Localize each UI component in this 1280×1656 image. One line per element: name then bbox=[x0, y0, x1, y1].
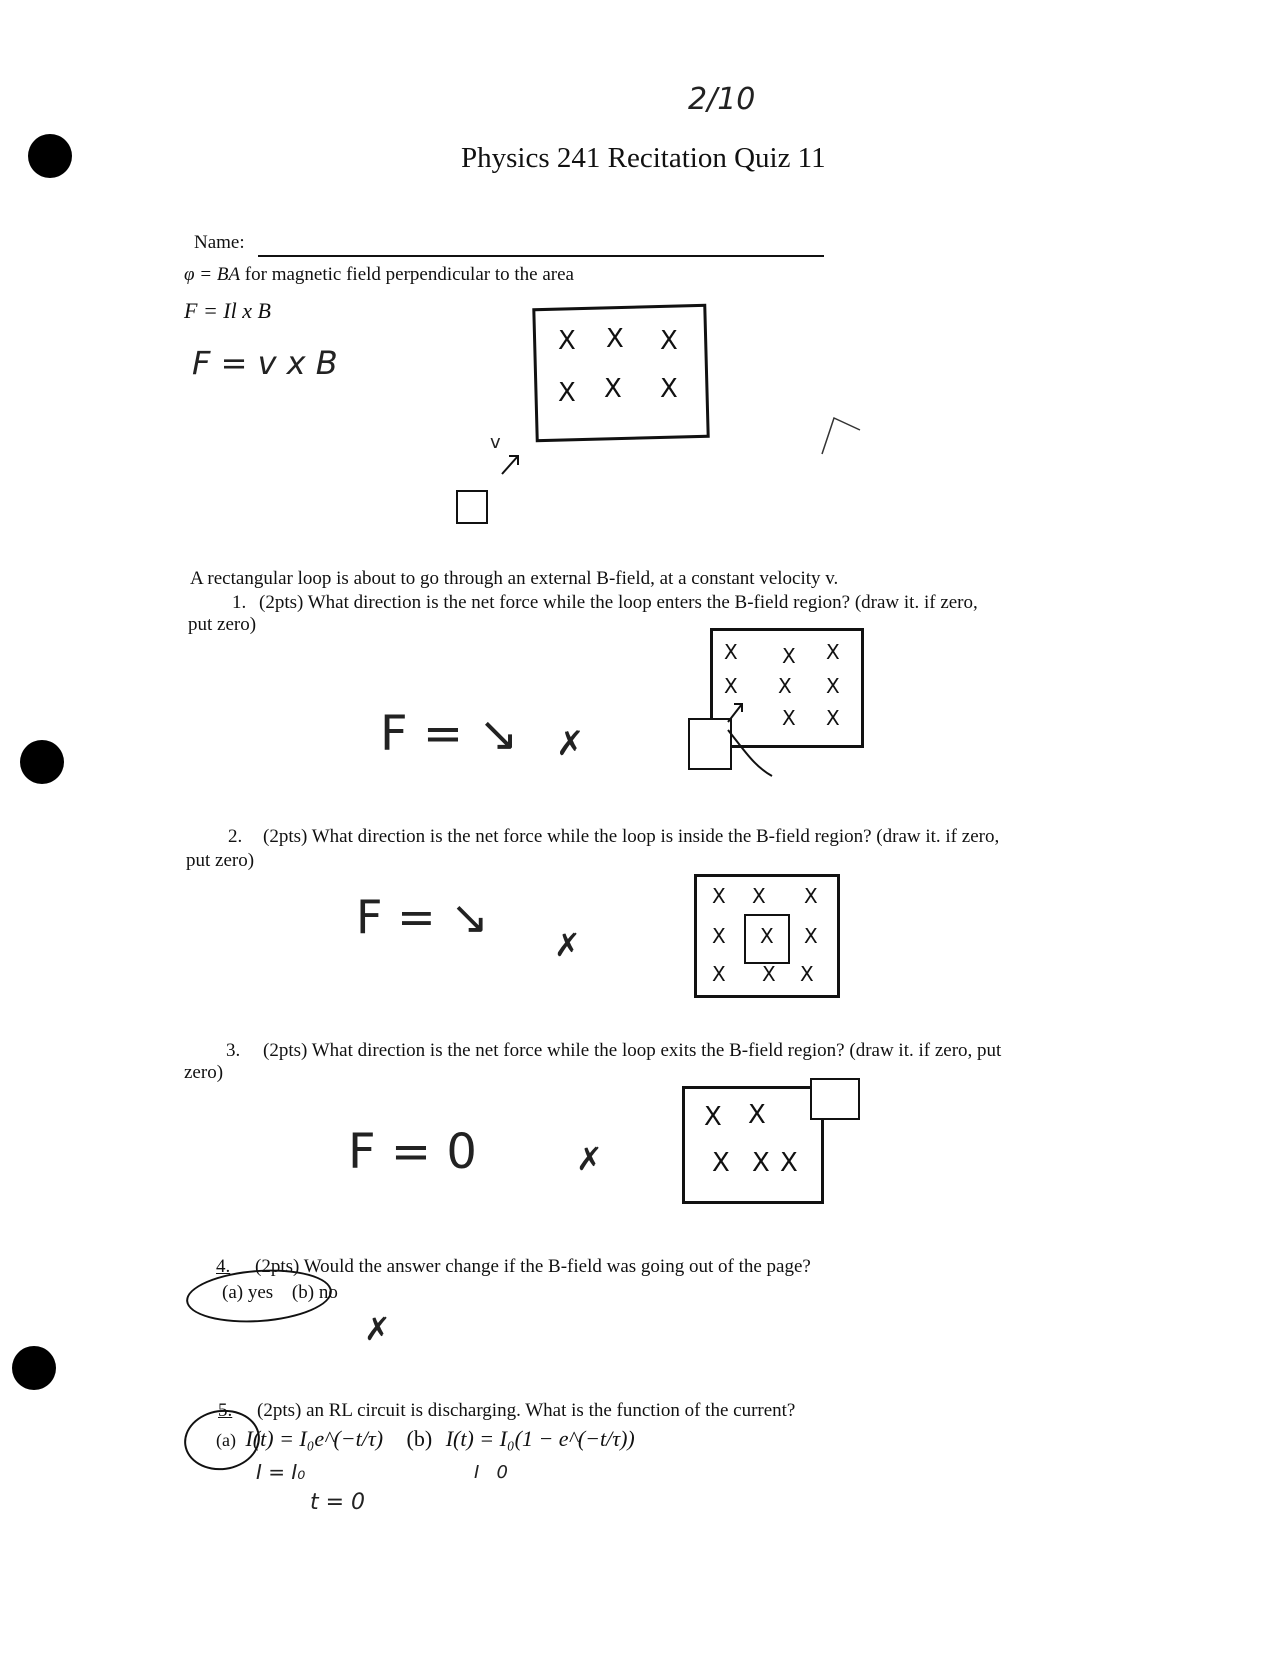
handwritten-force-formula: F = v x B bbox=[192, 344, 338, 382]
stray-pen-mark bbox=[820, 410, 880, 460]
grader-mark-2: ✗ bbox=[554, 926, 581, 964]
field-x: X bbox=[604, 374, 622, 404]
flux-formula bbox=[184, 264, 574, 286]
question-3-cont: zero) bbox=[184, 1062, 224, 1083]
grade-mark: 2/10 bbox=[688, 82, 756, 117]
field-x: X bbox=[780, 1148, 798, 1178]
velocity-arrow-icon bbox=[724, 690, 764, 780]
hand-note-2: I 0 bbox=[474, 1462, 508, 1483]
field-x: X bbox=[752, 1148, 770, 1178]
question-text: (2pts) Would the answer change if the B-field was going out of the page? bbox=[255, 1256, 811, 1277]
question-1-cont: put zero) bbox=[188, 614, 257, 635]
field-x: X bbox=[778, 674, 792, 698]
grader-mark-4: ✗ bbox=[364, 1310, 391, 1348]
question-text: (2pts) an RL circuit is discharging. What is the function of the current? bbox=[257, 1400, 796, 1421]
answer-2: F = ↘ bbox=[356, 890, 489, 944]
flux-equation: φ = BA bbox=[184, 264, 241, 285]
field-x: X bbox=[748, 1100, 766, 1130]
question-text: (2pts) What direction is the net force while the loop exits the B-field region? (draw it. if zero, put bbox=[263, 1040, 1002, 1061]
question-number: 4. bbox=[216, 1256, 231, 1277]
field-x: X bbox=[804, 884, 818, 908]
option-b: (b) no bbox=[291, 1282, 338, 1303]
velocity-label: v bbox=[490, 432, 501, 453]
binder-hole-bottom bbox=[12, 1346, 56, 1390]
answer-circle-4 bbox=[184, 1265, 333, 1327]
binder-hole-top bbox=[28, 134, 72, 178]
name-line bbox=[258, 255, 824, 257]
grader-mark-3: ✗ bbox=[576, 1140, 603, 1178]
field-x: X bbox=[558, 378, 576, 408]
question-5-options bbox=[216, 1426, 635, 1452]
question-3 bbox=[226, 1040, 1126, 1062]
intro-text: A rectangular loop is about to go through an external B-field, at a constant velocity v. bbox=[190, 568, 839, 589]
loop-square-2 bbox=[744, 914, 790, 964]
question-number: 1. bbox=[232, 592, 247, 613]
question-text: (2pts) What direction is the net force while the loop is inside the B-field region? (draw it. if zero, bbox=[263, 826, 1000, 847]
option-a: (a) yes bbox=[222, 1282, 274, 1303]
answer-3: F = 0 bbox=[348, 1124, 477, 1180]
option-a-formula: I(t) = I₀e^(−t/τ) bbox=[245, 1426, 384, 1451]
field-x: X bbox=[804, 924, 818, 948]
option-b-formula: I(t) = I₀(1 − e^(−t/τ)) bbox=[445, 1426, 635, 1451]
binder-hole-middle bbox=[20, 740, 64, 784]
field-x: X bbox=[606, 324, 624, 354]
field-x: X bbox=[724, 674, 738, 698]
question-4 bbox=[216, 1256, 1116, 1278]
question-number: 3. bbox=[226, 1040, 241, 1061]
question-1 bbox=[232, 592, 1112, 614]
field-x: X bbox=[752, 884, 766, 908]
question-text: (2pts) What direction is the net force while the loop enters the B-field region? (draw it. if zero, bbox=[259, 592, 978, 613]
hand-note-1: I = I₀ bbox=[256, 1460, 306, 1484]
question-number: 5. bbox=[218, 1400, 233, 1421]
field-x: X bbox=[762, 962, 776, 986]
field-x: X bbox=[782, 706, 796, 730]
field-x: X bbox=[724, 640, 738, 664]
page-title: Physics 241 Recitation Quiz 11 bbox=[461, 142, 826, 174]
velocity-arrow-icon bbox=[500, 450, 530, 480]
grader-mark-1: ✗ bbox=[556, 724, 585, 764]
field-x: X bbox=[704, 1102, 722, 1132]
loop-square bbox=[456, 490, 488, 524]
question-2 bbox=[228, 826, 1118, 848]
field-x: X bbox=[826, 706, 840, 730]
loop-square-3 bbox=[810, 1078, 860, 1120]
question-2-cont: put zero) bbox=[186, 850, 255, 871]
field-x: X bbox=[712, 1148, 730, 1178]
field-x: X bbox=[712, 924, 726, 948]
hand-note-3: t = 0 bbox=[310, 1490, 366, 1515]
field-x: X bbox=[660, 374, 678, 404]
field-x: X bbox=[760, 924, 774, 948]
force-formula: F = Il x B bbox=[184, 298, 271, 323]
answer-1: F = ↘ bbox=[380, 706, 519, 762]
field-x: X bbox=[800, 962, 814, 986]
field-x: X bbox=[782, 644, 796, 668]
field-x: X bbox=[826, 640, 840, 664]
flux-note: for magnetic field perpendicular to the area bbox=[244, 264, 574, 285]
field-x: X bbox=[660, 326, 678, 356]
name-label: Name: bbox=[194, 232, 245, 253]
field-x: X bbox=[712, 884, 726, 908]
field-x: X bbox=[826, 674, 840, 698]
option-b-label: (b) bbox=[406, 1426, 433, 1451]
question-number: 2. bbox=[228, 826, 243, 847]
option-a-label: (a) bbox=[216, 1430, 236, 1450]
field-x: X bbox=[712, 962, 726, 986]
field-x: X bbox=[558, 326, 576, 356]
question-5 bbox=[218, 1400, 1118, 1422]
